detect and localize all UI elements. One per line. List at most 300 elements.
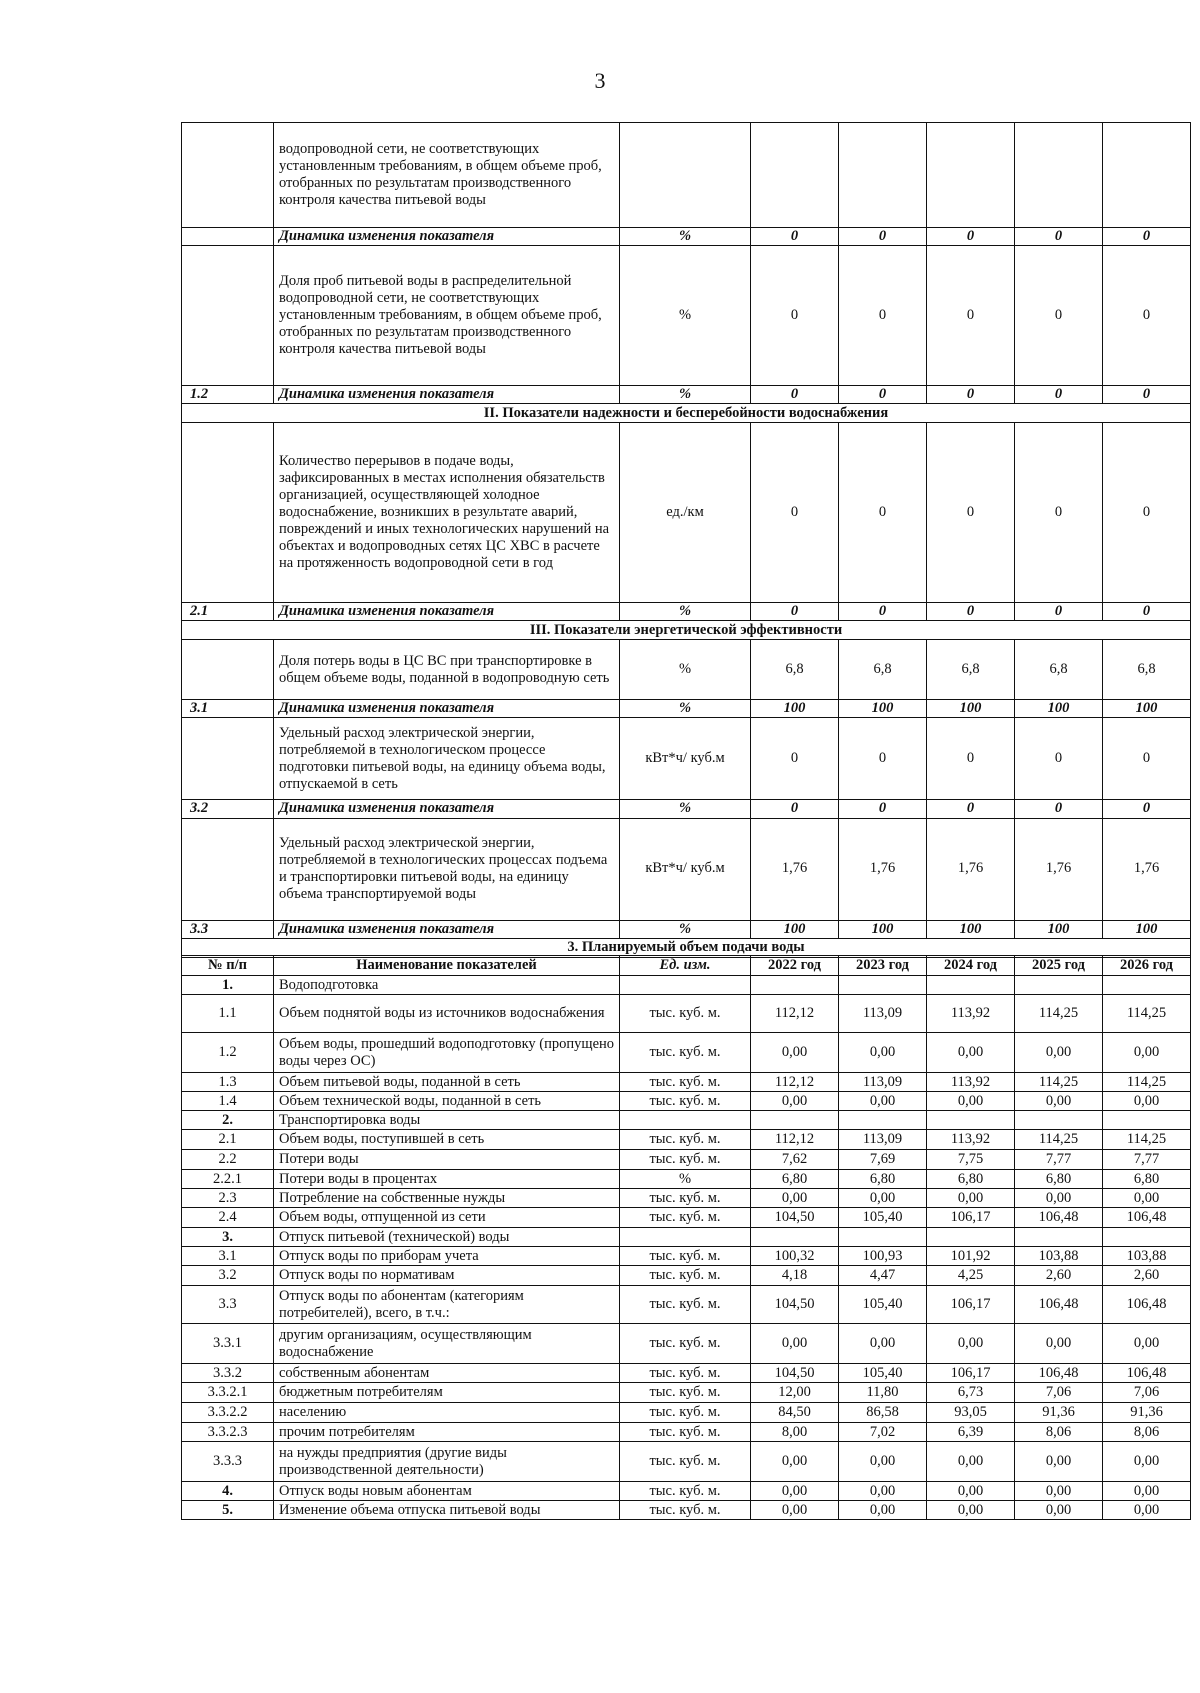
value-cell: 12,00 — [751, 1383, 839, 1403]
value-cell: 0,00 — [751, 1442, 839, 1482]
value-cell: 114,25 — [1103, 1130, 1191, 1150]
table-row — [182, 1423, 1191, 1442]
indicator-name: Отпуск воды по абонентам (категориям потребителей), всего, в т.ч.: — [274, 1286, 620, 1324]
indicator-row — [182, 123, 1191, 228]
indicator-row — [182, 246, 1191, 386]
value-cell: 106,48 — [1015, 1364, 1103, 1383]
value-cell: 6,80 — [1015, 1170, 1103, 1189]
row-number: 2.3 — [182, 1189, 274, 1208]
value-cell: 1,76 — [1103, 818, 1191, 920]
row-number: 3.1 — [182, 700, 274, 718]
row-number: 1.2 — [182, 1033, 274, 1073]
value-cell: 0,00 — [927, 1189, 1015, 1208]
header-year-2023: 2023 год — [839, 956, 927, 976]
value-cell: 0,00 — [839, 1092, 927, 1111]
unit-cell: тыс. куб. м. — [620, 1130, 751, 1150]
value-cell: 7,77 — [1015, 1150, 1103, 1170]
table-row — [182, 1033, 1191, 1073]
dynamics-label: Динамика изменения показателя — [274, 800, 620, 818]
row-number — [182, 718, 274, 800]
value-cell: 0 — [1015, 718, 1103, 800]
table-row — [182, 1111, 1191, 1130]
section-title: 3. Планируемый объем подачи воды — [182, 938, 1191, 957]
row-number: 3.2 — [182, 1266, 274, 1286]
table-row — [182, 1403, 1191, 1423]
value-cell: 6,80 — [839, 1170, 927, 1189]
unit-cell — [620, 123, 751, 228]
planned-supply-table — [181, 955, 1191, 1520]
value-cell: 113,92 — [927, 1130, 1015, 1150]
value-cell: 6,80 — [927, 1170, 1015, 1189]
indicator-name: Отпуск воды новым абонентам — [274, 1482, 620, 1501]
unit-cell: тыс. куб. м. — [620, 1501, 751, 1520]
value-cell: 100 — [1015, 700, 1103, 718]
indicator-name: другим организациям, осуществляющим водоснабжение — [274, 1324, 620, 1364]
value-cell: 100 — [1015, 920, 1103, 938]
unit-cell: тыс. куб. м. — [620, 1403, 751, 1423]
value-cell — [1015, 976, 1103, 995]
indicator-name: собственным абонентам — [274, 1364, 620, 1383]
indicator-name: Отпуск воды по нормативам — [274, 1266, 620, 1286]
table-row — [182, 1150, 1191, 1170]
unit-cell: тыс. куб. м. — [620, 1208, 751, 1228]
unit-cell: тыс. куб. м. — [620, 1092, 751, 1111]
value-cell: 0 — [839, 228, 927, 246]
value-cell: 0,00 — [839, 1482, 927, 1501]
unit-cell: тыс. куб. м. — [620, 1383, 751, 1403]
value-cell: 100,32 — [751, 1247, 839, 1266]
value-cell: 1,76 — [927, 818, 1015, 920]
value-cell: 0 — [751, 423, 839, 603]
value-cell: 104,50 — [751, 1364, 839, 1383]
value-cell: 2,60 — [1015, 1266, 1103, 1286]
value-cell: 7,77 — [1103, 1150, 1191, 1170]
section-header-row — [182, 621, 1191, 640]
value-cell — [927, 1111, 1015, 1130]
header-unit: Ед. изм. — [620, 956, 751, 976]
value-cell: 0,00 — [839, 1033, 927, 1073]
value-cell: 0,00 — [927, 1501, 1015, 1520]
value-cell — [839, 1228, 927, 1247]
value-cell: 0,00 — [1103, 1324, 1191, 1364]
value-cell: 0 — [751, 246, 839, 386]
value-cell: 0 — [839, 718, 927, 800]
value-cell: 0 — [927, 423, 1015, 603]
value-cell: 0,00 — [1015, 1033, 1103, 1073]
indicator-name: Объем воды, поступившей в сеть — [274, 1130, 620, 1150]
value-cell: 0 — [1103, 423, 1191, 603]
value-cell: 1,76 — [1015, 818, 1103, 920]
value-cell: 8,06 — [1103, 1423, 1191, 1442]
row-number: 2.1 — [182, 603, 274, 621]
value-cell — [751, 1111, 839, 1130]
row-number: 3.2 — [182, 800, 274, 818]
value-cell: 113,09 — [839, 995, 927, 1033]
table-row — [182, 1383, 1191, 1403]
unit-cell: кВт*ч/ куб.м — [620, 718, 751, 800]
value-cell: 0 — [839, 800, 927, 818]
unit-cell: % — [620, 640, 751, 700]
dynamics-label: Динамика изменения показателя — [274, 603, 620, 621]
value-cell: 0,00 — [927, 1482, 1015, 1501]
value-cell: 0 — [927, 386, 1015, 404]
table-header-row — [182, 956, 1191, 976]
row-number: 3.3.3 — [182, 1442, 274, 1482]
value-cell: 0,00 — [751, 1189, 839, 1208]
value-cell — [927, 1228, 1015, 1247]
indicator-name: Отпуск питьевой (технической) воды — [274, 1228, 620, 1247]
table-row — [182, 976, 1191, 995]
value-cell: 86,58 — [839, 1403, 927, 1423]
value-cell: 100 — [927, 920, 1015, 938]
value-cell — [839, 123, 927, 228]
row-number: 5. — [182, 1501, 274, 1520]
unit-cell: тыс. куб. м. — [620, 1189, 751, 1208]
value-cell: 8,00 — [751, 1423, 839, 1442]
value-cell: 0 — [751, 718, 839, 800]
unit-cell — [620, 1228, 751, 1247]
indicator-name: Отпуск воды по приборам учета — [274, 1247, 620, 1266]
table-row — [182, 1092, 1191, 1111]
value-cell: 0 — [1015, 603, 1103, 621]
dynamics-row — [182, 386, 1191, 404]
dynamics-label: Динамика изменения показателя — [274, 920, 620, 938]
value-cell: 105,40 — [839, 1208, 927, 1228]
value-cell: 0,00 — [1015, 1442, 1103, 1482]
indicator-name: Объем технической воды, поданной в сеть — [274, 1092, 620, 1111]
row-number: 3.3.1 — [182, 1324, 274, 1364]
value-cell: 114,25 — [1015, 1073, 1103, 1092]
value-cell: 0,00 — [927, 1092, 1015, 1111]
value-cell — [1103, 123, 1191, 228]
value-cell: 114,25 — [1015, 995, 1103, 1033]
row-number: 2.2.1 — [182, 1170, 274, 1189]
table-row — [182, 1189, 1191, 1208]
section-title: III. Показатели энергетической эффективности — [182, 621, 1191, 640]
indicator-name: бюджетным потребителям — [274, 1383, 620, 1403]
unit-cell — [620, 976, 751, 995]
value-cell: 7,06 — [1015, 1383, 1103, 1403]
value-cell: 0 — [927, 800, 1015, 818]
value-cell: 0,00 — [927, 1324, 1015, 1364]
indicator-name: Объем воды, отпущенной из сети — [274, 1208, 620, 1228]
value-cell: 6,8 — [839, 640, 927, 700]
unit-cell: % — [620, 228, 751, 246]
table-row — [182, 1324, 1191, 1364]
unit-cell: тыс. куб. м. — [620, 1150, 751, 1170]
dynamics-row — [182, 700, 1191, 718]
table-row — [182, 1228, 1191, 1247]
dynamics-row — [182, 800, 1191, 818]
row-number — [182, 246, 274, 386]
unit-cell: ед./км — [620, 423, 751, 603]
value-cell — [1015, 1111, 1103, 1130]
section-header-row — [182, 404, 1191, 423]
value-cell: 0 — [1103, 228, 1191, 246]
table-row — [182, 1247, 1191, 1266]
value-cell: 6,8 — [927, 640, 1015, 700]
value-cell: 114,25 — [1015, 1130, 1103, 1150]
value-cell: 0 — [927, 603, 1015, 621]
row-number: 3.3 — [182, 1286, 274, 1324]
value-cell: 7,62 — [751, 1150, 839, 1170]
row-number: 4. — [182, 1482, 274, 1501]
indicator-name: Удельный расход электрической энергии, потребляемой в технологическом процессе подготовки питьевой воды, на единицу объема воды, отпускаемой в сеть — [274, 718, 620, 800]
value-cell: 0 — [839, 386, 927, 404]
row-number — [182, 228, 274, 246]
value-cell: 91,36 — [1015, 1403, 1103, 1423]
value-cell — [927, 976, 1015, 995]
value-cell: 84,50 — [751, 1403, 839, 1423]
value-cell: 0 — [1015, 800, 1103, 818]
value-cell: 105,40 — [839, 1364, 927, 1383]
table-row — [182, 1170, 1191, 1189]
value-cell: 0,00 — [927, 1033, 1015, 1073]
indicator-row — [182, 640, 1191, 700]
indicator-row — [182, 818, 1191, 920]
header-year-2026: 2026 год — [1103, 956, 1191, 976]
row-number: 1.2 — [182, 386, 274, 404]
indicator-name: водопроводной сети, не соответствующих установленным требованиям, в общем объеме проб, отобранных по результатам производственного контроля качества питьевой воды — [274, 123, 620, 228]
row-number — [182, 123, 274, 228]
indicator-name: Водоподготовка — [274, 976, 620, 995]
value-cell: 0,00 — [751, 1092, 839, 1111]
unit-cell: % — [620, 246, 751, 386]
value-cell: 106,48 — [1103, 1208, 1191, 1228]
header-year-2022: 2022 год — [751, 956, 839, 976]
value-cell: 0 — [751, 800, 839, 818]
value-cell: 4,47 — [839, 1266, 927, 1286]
table-row — [182, 1266, 1191, 1286]
value-cell: 93,05 — [927, 1403, 1015, 1423]
value-cell: 103,88 — [1015, 1247, 1103, 1266]
unit-cell: тыс. куб. м. — [620, 1324, 751, 1364]
value-cell: 112,12 — [751, 995, 839, 1033]
value-cell: 0 — [1103, 718, 1191, 800]
value-cell — [1103, 1111, 1191, 1130]
value-cell: 8,06 — [1015, 1423, 1103, 1442]
value-cell: 100 — [927, 700, 1015, 718]
value-cell: 0 — [751, 603, 839, 621]
value-cell: 114,25 — [1103, 995, 1191, 1033]
header-num: № п/п — [182, 956, 274, 976]
row-number: 1. — [182, 976, 274, 995]
unit-cell: тыс. куб. м. — [620, 1286, 751, 1324]
unit-cell: тыс. куб. м. — [620, 995, 751, 1033]
value-cell: 0,00 — [751, 1482, 839, 1501]
value-cell — [1103, 976, 1191, 995]
row-number — [182, 818, 274, 920]
value-cell — [751, 123, 839, 228]
unit-cell: % — [620, 920, 751, 938]
value-cell: 7,75 — [927, 1150, 1015, 1170]
table-row — [182, 1208, 1191, 1228]
row-number: 1.1 — [182, 995, 274, 1033]
value-cell: 0 — [1015, 228, 1103, 246]
value-cell: 0 — [1103, 246, 1191, 386]
indicator-name: Потери воды в процентах — [274, 1170, 620, 1189]
value-cell: 11,80 — [839, 1383, 927, 1403]
indicator-name: Удельный расход электрической энергии, потребляемой в технологических процессах подъема и транспортировки питьевой воды, на единицу объема транспортируемой воды — [274, 818, 620, 920]
indicator-name: Потери воды — [274, 1150, 620, 1170]
table-row — [182, 1442, 1191, 1482]
value-cell: 0,00 — [1103, 1189, 1191, 1208]
value-cell: 2,60 — [1103, 1266, 1191, 1286]
value-cell: 100 — [839, 920, 927, 938]
value-cell: 0,00 — [1103, 1092, 1191, 1111]
value-cell: 0 — [839, 423, 927, 603]
table-row — [182, 1286, 1191, 1324]
value-cell: 100 — [1103, 920, 1191, 938]
value-cell: 0,00 — [1103, 1442, 1191, 1482]
value-cell — [751, 1228, 839, 1247]
value-cell: 114,25 — [1103, 1073, 1191, 1092]
value-cell: 113,92 — [927, 995, 1015, 1033]
value-cell: 113,09 — [839, 1073, 927, 1092]
value-cell: 1,76 — [839, 818, 927, 920]
value-cell: 0,00 — [1015, 1501, 1103, 1520]
value-cell: 0,00 — [839, 1189, 927, 1208]
dynamics-row — [182, 228, 1191, 246]
value-cell: 106,48 — [1015, 1286, 1103, 1324]
value-cell: 0,00 — [1015, 1482, 1103, 1501]
value-cell: 0,00 — [1015, 1189, 1103, 1208]
value-cell: 100 — [1103, 700, 1191, 718]
dynamics-label: Динамика изменения показателя — [274, 228, 620, 246]
table-row — [182, 1501, 1191, 1520]
value-cell: 6,73 — [927, 1383, 1015, 1403]
value-cell: 0,00 — [751, 1324, 839, 1364]
row-number: 2.4 — [182, 1208, 274, 1228]
value-cell: 7,06 — [1103, 1383, 1191, 1403]
dynamics-label: Динамика изменения показателя — [274, 386, 620, 404]
row-number — [182, 423, 274, 603]
table-row — [182, 1482, 1191, 1501]
indicator-row — [182, 718, 1191, 800]
value-cell: 100 — [839, 700, 927, 718]
indicator-name: Изменение объема отпуска питьевой воды — [274, 1501, 620, 1520]
unit-cell: % — [620, 800, 751, 818]
row-number: 3.3.2.2 — [182, 1403, 274, 1423]
value-cell: 0,00 — [1015, 1324, 1103, 1364]
indicator-name: на нужды предприятия (другие виды производственной деятельности) — [274, 1442, 620, 1482]
value-cell: 103,88 — [1103, 1247, 1191, 1266]
value-cell: 4,18 — [751, 1266, 839, 1286]
value-cell — [1015, 1228, 1103, 1247]
value-cell: 0 — [927, 718, 1015, 800]
value-cell: 0,00 — [839, 1442, 927, 1482]
value-cell: 6,39 — [927, 1423, 1015, 1442]
value-cell — [751, 976, 839, 995]
row-number: 1.4 — [182, 1092, 274, 1111]
value-cell: 106,17 — [927, 1208, 1015, 1228]
value-cell: 106,48 — [1015, 1208, 1103, 1228]
indicator-name: Доля потерь воды в ЦС ВС при транспортировке в общем объеме воды, поданной в водопроводную сеть — [274, 640, 620, 700]
value-cell: 6,80 — [1103, 1170, 1191, 1189]
header-year-2025: 2025 год — [1015, 956, 1103, 976]
value-cell: 106,17 — [927, 1286, 1015, 1324]
value-cell: 7,69 — [839, 1150, 927, 1170]
row-number — [182, 640, 274, 700]
value-cell: 0,00 — [839, 1324, 927, 1364]
value-cell: 100,93 — [839, 1247, 927, 1266]
indicator-name: Объем воды, прошедший водоподготовку (пропущено воды через ОС) — [274, 1033, 620, 1073]
value-cell: 0 — [1103, 603, 1191, 621]
value-cell: 100 — [751, 700, 839, 718]
value-cell: 7,02 — [839, 1423, 927, 1442]
row-number: 2.1 — [182, 1130, 274, 1150]
value-cell: 106,48 — [1103, 1364, 1191, 1383]
value-cell — [839, 976, 927, 995]
value-cell: 105,40 — [839, 1286, 927, 1324]
value-cell: 0 — [839, 246, 927, 386]
value-cell: 104,50 — [751, 1208, 839, 1228]
value-cell: 0,00 — [1015, 1092, 1103, 1111]
value-cell: 0,00 — [751, 1033, 839, 1073]
indicator-name: Объем питьевой воды, поданной в сеть — [274, 1073, 620, 1092]
header-name: Наименование показателей — [274, 956, 620, 976]
value-cell: 0 — [1015, 423, 1103, 603]
value-cell: 6,8 — [1103, 640, 1191, 700]
dynamics-row — [182, 920, 1191, 938]
value-cell: 113,92 — [927, 1073, 1015, 1092]
dynamics-label: Динамика изменения показателя — [274, 700, 620, 718]
unit-cell: тыс. куб. м. — [620, 1364, 751, 1383]
value-cell — [927, 123, 1015, 228]
unit-cell: % — [620, 700, 751, 718]
value-cell: 0 — [927, 246, 1015, 386]
unit-cell: тыс. куб. м. — [620, 1247, 751, 1266]
table-row — [182, 1364, 1191, 1383]
value-cell: 106,48 — [1103, 1286, 1191, 1324]
indicator-name: населению — [274, 1403, 620, 1423]
unit-cell — [620, 1111, 751, 1130]
row-number: 3.3.2.3 — [182, 1423, 274, 1442]
value-cell: 106,17 — [927, 1364, 1015, 1383]
value-cell — [1103, 1228, 1191, 1247]
value-cell: 112,12 — [751, 1130, 839, 1150]
unit-cell: % — [620, 386, 751, 404]
row-number: 3.3 — [182, 920, 274, 938]
value-cell: 100 — [751, 920, 839, 938]
unit-cell: тыс. куб. м. — [620, 1073, 751, 1092]
value-cell: 0 — [1103, 386, 1191, 404]
indicator-name: Объем поднятой воды из источников водоснабжения — [274, 995, 620, 1033]
value-cell: 0 — [839, 603, 927, 621]
header-year-2024: 2024 год — [927, 956, 1015, 976]
unit-cell: тыс. куб. м. — [620, 1482, 751, 1501]
table-row — [182, 1130, 1191, 1150]
table-row — [182, 995, 1191, 1033]
value-cell: 0,00 — [751, 1501, 839, 1520]
value-cell: 0,00 — [1103, 1033, 1191, 1073]
value-cell: 1,76 — [751, 818, 839, 920]
value-cell: 6,80 — [751, 1170, 839, 1189]
row-number: 3.3.2 — [182, 1364, 274, 1383]
indicator-name: Транспортировка воды — [274, 1111, 620, 1130]
unit-cell: % — [620, 603, 751, 621]
value-cell: 0 — [1015, 246, 1103, 386]
row-number: 1.3 — [182, 1073, 274, 1092]
indicator-name: Потребление на собственные нужды — [274, 1189, 620, 1208]
value-cell: 0 — [1015, 386, 1103, 404]
value-cell: 0,00 — [1103, 1482, 1191, 1501]
unit-cell: кВт*ч/ куб.м — [620, 818, 751, 920]
value-cell: 113,09 — [839, 1130, 927, 1150]
unit-cell: тыс. куб. м. — [620, 1033, 751, 1073]
value-cell: 0,00 — [839, 1501, 927, 1520]
unit-cell: тыс. куб. м. — [620, 1423, 751, 1442]
